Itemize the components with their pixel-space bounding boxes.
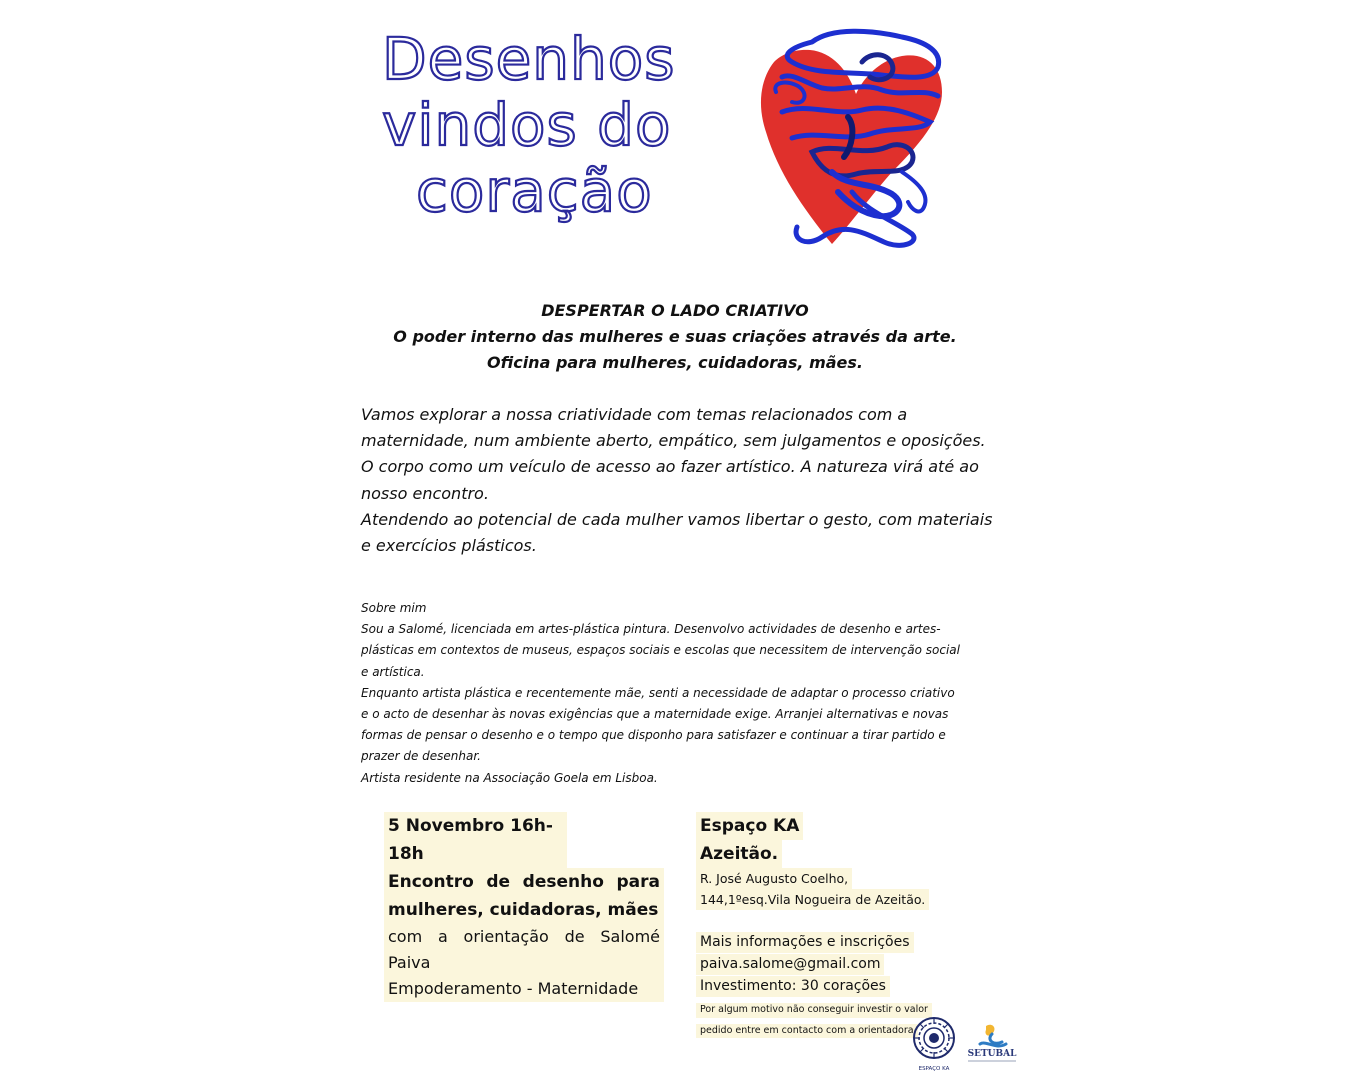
setubal-logo — [962, 1020, 1022, 1066]
title-line-3: coração — [416, 157, 653, 225]
about-line: e o acto de desenhar às novas exigências que a maternidade exige. Arranjei alternativas e novas — [361, 707, 949, 722]
intro-line: nosso encontro. — [361, 483, 489, 503]
subheading — [300, 298, 1050, 376]
title-line-2: vindos do — [382, 91, 672, 159]
event-details — [384, 812, 664, 1002]
venue-name-line-2: Azeitão. — [696, 840, 782, 868]
setubal-logo-text: SETUBAL — [967, 1049, 1017, 1059]
about-line: prazer de desenhar. — [361, 749, 481, 764]
about-line: formas de pensar o desenho e o tempo que disponho para satisfazer e continuar a tirar partido e — [361, 728, 946, 743]
espaco-ka-logo-text: ESPAÇO KA — [918, 1066, 950, 1072]
event-guide-line-1: com a orientação de Salomé — [384, 924, 664, 950]
intro-line: e exercícios plásticos. — [361, 536, 537, 556]
espaco-ka-logo — [912, 1016, 956, 1076]
intro-line: Vamos explorar a nossa criatividade com temas relacionados com a — [361, 405, 908, 424]
about-line: Sou a Salomé, licenciada em artes-plástica pintura. Desenvolvo actividades de desenho e artes- — [361, 622, 941, 637]
subheading-line-1: DESPERTAR O LADO CRIATIVO — [541, 301, 809, 320]
about-line: Artista residente na Associação Goela em Lisboa. — [361, 770, 658, 785]
about-section — [361, 598, 991, 789]
title-line-1: Desenhos — [382, 25, 676, 93]
about-line: Enquanto artista plástica e recentemente mãe, senti a necessidade de adaptar o processo criativo — [361, 685, 955, 700]
info-label: Mais informações e inscrições — [696, 932, 914, 953]
intro-line: maternidade, num ambiente aberto, empático, sem julgamentos e oposições. — [361, 431, 986, 451]
event-guide-line-2: Paiva — [384, 950, 664, 976]
about-line: plásticas em contextos de museus, espaços sociais e escolas que necessitem de intervenção social — [361, 643, 960, 658]
event-title-line-1: Encontro de desenho para — [384, 868, 664, 896]
intro-paragraph — [361, 402, 1001, 559]
venue-address-line-2: 144,1ºesq.Vila Nogueira de Azeitão. — [696, 889, 929, 910]
venue-address-line-1: R. José Augusto Coelho, — [696, 868, 852, 889]
about-line: e artística. — [361, 664, 425, 679]
contact-email: paiva.salome@gmail.com — [696, 954, 884, 975]
intro-line: O corpo como um veículo de acesso ao fazer artístico. A natureza virá até ao — [361, 457, 979, 477]
venue-name-line-1: Espaço KA — [696, 812, 803, 840]
venue-details — [696, 812, 926, 1038]
note-line-2: pedido entre em contacto com a orientadora — [696, 1024, 918, 1039]
poster-title — [382, 26, 675, 224]
event-theme: Empoderamento - Maternidade — [384, 976, 664, 1002]
subheading-line-3: Oficina para mulheres, cuidadoras, mães. — [487, 353, 863, 372]
about-heading: Sobre mim — [361, 601, 427, 615]
heart-drawing-image — [752, 22, 947, 257]
price-text: Investimento: 30 corações — [696, 976, 890, 997]
subheading-line-2: O poder interno das mulheres e suas criações através da arte. — [393, 327, 957, 346]
intro-line: Atendendo ao potencial de cada mulher vamos libertar o gesto, com materiais — [361, 509, 993, 529]
event-title-line-2: mulheres, cuidadoras, mães — [384, 896, 664, 924]
event-date: 5 Novembro 16h-18h — [384, 812, 567, 868]
note-line-1: Por algum motivo não conseguir investir o valor — [696, 1003, 932, 1018]
